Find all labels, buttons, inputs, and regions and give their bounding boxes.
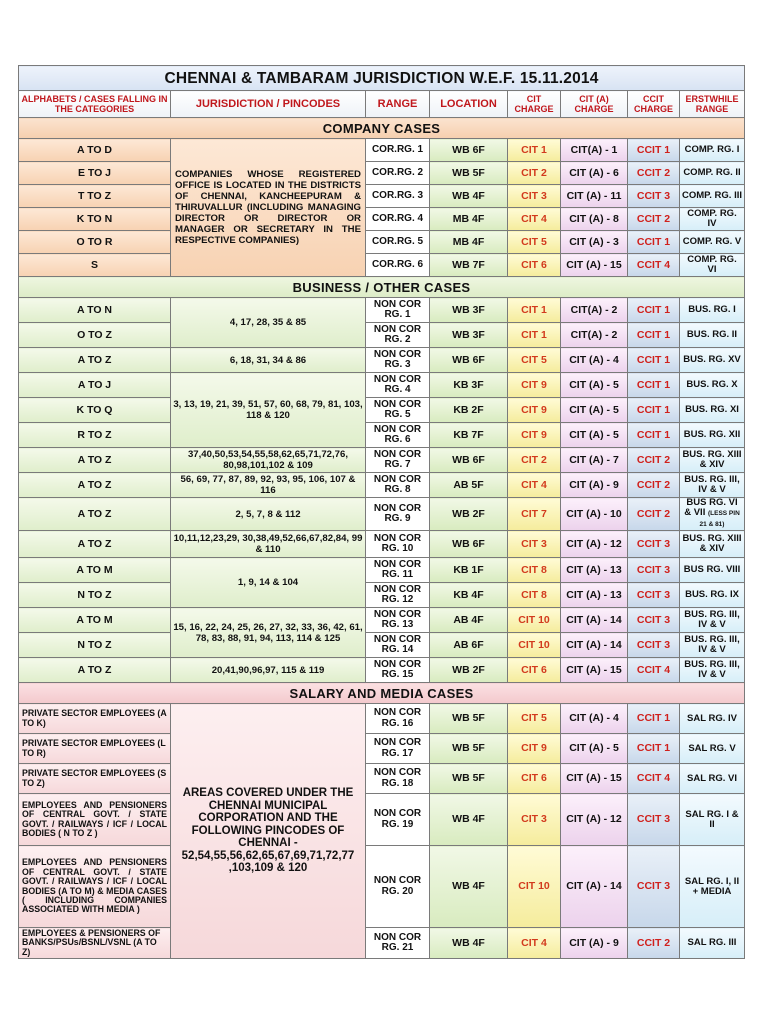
range-cell: NON COR RG. 12 (366, 583, 430, 608)
range-cell: COR.RG. 6 (366, 254, 430, 277)
cit-appeal-charge-cell: CIT (A) - 8 (561, 208, 628, 231)
table-row (19, 583, 745, 608)
location-cell: WB 5F (430, 162, 508, 185)
cit-charge-cell: CIT 6 (508, 658, 561, 683)
erstwhile-range-cell: COMP. RG. III (680, 185, 745, 208)
table-row (19, 473, 745, 498)
table-row (19, 139, 745, 162)
erstwhile-range-cell: BUS. RG. XV (680, 348, 745, 373)
cit-appeal-charge-cell: CIT (A) - 13 (561, 583, 628, 608)
erstwhile-range-cell: COMP. RG. I (680, 139, 745, 162)
alphabet-range-cell: K TO N (19, 208, 171, 231)
cit-appeal-charge-cell: CIT (A) - 4 (561, 704, 628, 734)
alphabet-range-cell: A TO N (19, 298, 171, 323)
category-cell: EMPLOYEES AND PENSIONERS OF CENTRAL GOVT. / STATE GOVT. / RAILWAYS / ICF / LOCAL BODIES ( N TO Z ) (19, 794, 171, 846)
ccit-charge-cell: CCIT 4 (628, 254, 680, 277)
location-cell: KB 7F (430, 423, 508, 448)
ccit-charge-cell: CCIT 2 (628, 928, 680, 959)
table-row (19, 208, 745, 231)
cit-charge-cell: CIT 4 (508, 208, 561, 231)
cit-charge-cell: CIT 9 (508, 398, 561, 423)
ccit-charge-cell: CCIT 1 (628, 231, 680, 254)
cit-appeal-charge-cell: CIT (A) - 15 (561, 658, 628, 683)
cit-appeal-charge-cell: CIT(A) - 1 (561, 139, 628, 162)
alphabet-range-cell: O TO R (19, 231, 171, 254)
cit-charge-cell: CIT 3 (508, 531, 561, 558)
ccit-charge-cell: CCIT 2 (628, 448, 680, 473)
cit-appeal-charge-cell: CIT (A) - 5 (561, 398, 628, 423)
pincodes-cell: 4, 17, 28, 35 & 85 (171, 298, 366, 348)
table-row (19, 704, 745, 734)
header-erstwhile: ERSTWHILE RANGE (680, 91, 745, 118)
ccit-charge-cell: CCIT 1 (628, 398, 680, 423)
alphabet-range-cell: A TO Z (19, 498, 171, 531)
range-cell: NON COR RG. 18 (366, 764, 430, 794)
range-cell: NON COR RG. 4 (366, 373, 430, 398)
alphabet-range-cell: S (19, 254, 171, 277)
table-row (19, 846, 745, 928)
ccit-charge-cell: CCIT 1 (628, 704, 680, 734)
erstwhile-range-cell: BUS. RG. III, IV & V (680, 608, 745, 633)
location-cell: KB 2F (430, 398, 508, 423)
ccit-charge-cell: CCIT 3 (628, 794, 680, 846)
alphabet-range-cell: A TO Z (19, 448, 171, 473)
ccit-charge-cell: CCIT 2 (628, 498, 680, 531)
cit-appeal-charge-cell: CIT (A) - 12 (561, 531, 628, 558)
ccit-charge-cell: CCIT 3 (628, 608, 680, 633)
erstwhile-range-cell: BUS. RG. I (680, 298, 745, 323)
erstwhile-range-cell: BUS. RG. III, IV & V (680, 658, 745, 683)
category-cell: PRIVATE SECTOR EMPLOYEES (L TO R) (19, 734, 171, 764)
location-cell: WB 2F (430, 658, 508, 683)
ccit-charge-cell: CCIT 1 (628, 373, 680, 398)
pincodes-cell: 15, 16, 22, 24, 25, 26, 27, 32, 33, 36, 42, 61, 78, 83, 88, 91, 94, 113, 114 & 125 (171, 608, 366, 658)
table-row (19, 373, 745, 398)
table-row (19, 323, 745, 348)
erstwhile-range-cell: SAL RG. I & II (680, 794, 745, 846)
header-range: RANGE (366, 91, 430, 118)
salary-jurisdiction-description: AREAS COVERED UNDER THE CHENNAI MUNICIPAL CORPORATION AND THE FOLLOWING PINCODES OF CHENNAI - 52,54,55,56,62,65,67,69,71,72,77 ,103,109 & 120 (171, 704, 366, 959)
cit-charge-cell: CIT 3 (508, 185, 561, 208)
category-cell: EMPLOYEES & PENSIONERS OF BANKS/PSUs/BSNL/VSNL (A TO Z) (19, 928, 171, 959)
location-cell: AB 5F (430, 473, 508, 498)
ccit-charge-cell: CCIT 4 (628, 658, 680, 683)
alphabet-range-cell: R TO Z (19, 423, 171, 448)
range-cell: NON COR RG. 9 (366, 498, 430, 531)
location-cell: AB 4F (430, 608, 508, 633)
cit-appeal-charge-cell: CIT(A) - 2 (561, 323, 628, 348)
ccit-charge-cell: CCIT 1 (628, 348, 680, 373)
location-cell: KB 4F (430, 583, 508, 608)
location-cell: MB 4F (430, 231, 508, 254)
alphabet-range-cell: A TO Z (19, 473, 171, 498)
location-cell: WB 6F (430, 139, 508, 162)
erstwhile-range-text: BUS RG. VI & VII (684, 497, 738, 518)
erstwhile-range-cell: SAL RG. VI (680, 764, 745, 794)
range-cell: NON COR RG. 16 (366, 704, 430, 734)
ccit-charge-cell: CCIT 2 (628, 473, 680, 498)
table-row (19, 298, 745, 323)
cit-appeal-charge-cell: CIT (A) - 13 (561, 558, 628, 583)
location-cell: KB 1F (430, 558, 508, 583)
range-cell: COR.RG. 2 (366, 162, 430, 185)
cit-appeal-charge-cell: CIT (A) - 10 (561, 498, 628, 531)
range-cell: NON COR RG. 6 (366, 423, 430, 448)
ccit-charge-cell: CCIT 2 (628, 208, 680, 231)
erstwhile-range-cell: BUS. RG. X (680, 373, 745, 398)
table-row (19, 608, 745, 633)
cit-charge-cell: CIT 5 (508, 348, 561, 373)
ccit-charge-cell: CCIT 1 (628, 734, 680, 764)
category-cell: PRIVATE SECTOR EMPLOYEES (S TO Z) (19, 764, 171, 794)
ccit-charge-cell: CCIT 2 (628, 162, 680, 185)
alphabet-range-cell: T TO Z (19, 185, 171, 208)
erstwhile-range-cell: COMP. RG. VI (680, 254, 745, 277)
cit-charge-cell: CIT 2 (508, 162, 561, 185)
category-cell: EMPLOYEES AND PENSIONERS OF CENTRAL GOVT. / STATE GOVT. / RAILWAYS / ICF / LOCAL BODIES (A TO M) & MEDIA CASES ( INCLUDING COMPANIES ASSOCIATED WITH MEDIA ) (19, 846, 171, 928)
alphabet-range-cell: N TO Z (19, 633, 171, 658)
erstwhile-range-cell: BUS. RG. IX (680, 583, 745, 608)
cit-appeal-charge-cell: CIT (A) - 3 (561, 231, 628, 254)
erstwhile-range-cell: SAL RG. V (680, 734, 745, 764)
section-salary-heading: SALARY AND MEDIA CASES (19, 683, 745, 704)
cit-charge-cell: CIT 1 (508, 323, 561, 348)
header-ccit: CCIT CHARGE (628, 91, 680, 118)
header-jurisdiction: JURISDICTION / PINCODES (171, 91, 366, 118)
erstwhile-range-cell: BUS. RG. II (680, 323, 745, 348)
location-cell: MB 4F (430, 208, 508, 231)
pincodes-cell: 1, 9, 14 & 104 (171, 558, 366, 608)
ccit-charge-cell: CCIT 1 (628, 423, 680, 448)
cit-charge-cell: CIT 4 (508, 473, 561, 498)
cit-charge-cell: CIT 6 (508, 764, 561, 794)
range-cell: COR.RG. 5 (366, 231, 430, 254)
table-row (19, 794, 745, 846)
table-row (19, 348, 745, 373)
cit-charge-cell: CIT 1 (508, 139, 561, 162)
location-cell: WB 5F (430, 764, 508, 794)
range-cell: NON COR RG. 15 (366, 658, 430, 683)
range-cell: NON COR RG. 3 (366, 348, 430, 373)
cit-charge-cell: CIT 9 (508, 373, 561, 398)
alphabet-range-cell: A TO Z (19, 348, 171, 373)
location-cell: AB 6F (430, 633, 508, 658)
ccit-charge-cell: CCIT 3 (628, 633, 680, 658)
cit-appeal-charge-cell: CIT (A) - 5 (561, 423, 628, 448)
table-row (19, 558, 745, 583)
section-business-heading: BUSINESS / OTHER CASES (19, 277, 745, 298)
alphabet-range-cell: K TO Q (19, 398, 171, 423)
alphabet-range-cell: A TO M (19, 558, 171, 583)
table-row (19, 633, 745, 658)
pincodes-cell: 6, 18, 31, 34 & 86 (171, 348, 366, 373)
cit-appeal-charge-cell: CIT(A) - 2 (561, 298, 628, 323)
location-cell: WB 4F (430, 185, 508, 208)
erstwhile-range-cell: BUS. RG. XII (680, 423, 745, 448)
alphabet-range-cell: E TO J (19, 162, 171, 185)
table-row (19, 254, 745, 277)
table-row (19, 531, 745, 558)
erstwhile-range-cell: BUS RG. VIII (680, 558, 745, 583)
erstwhile-range-cell: SAL RG. I, II + MEDIA (680, 846, 745, 928)
range-cell: NON COR RG. 11 (366, 558, 430, 583)
header-location: LOCATION (430, 91, 508, 118)
location-cell: WB 5F (430, 734, 508, 764)
cit-appeal-charge-cell: CIT (A) - 9 (561, 473, 628, 498)
location-cell: WB 3F (430, 323, 508, 348)
location-cell: WB 5F (430, 704, 508, 734)
table-row (19, 658, 745, 683)
range-cell: NON COR RG. 10 (366, 531, 430, 558)
table-row (19, 398, 745, 423)
ccit-charge-cell: CCIT 3 (628, 531, 680, 558)
cit-appeal-charge-cell: CIT (A) - 15 (561, 764, 628, 794)
category-cell: PRIVATE SECTOR EMPLOYEES (A TO K) (19, 704, 171, 734)
cit-appeal-charge-cell: CIT (A) - 7 (561, 448, 628, 473)
cit-appeal-charge-cell: CIT (A) - 14 (561, 633, 628, 658)
alphabet-range-cell: A TO Z (19, 531, 171, 558)
cit-charge-cell: CIT 3 (508, 794, 561, 846)
location-cell: WB 4F (430, 846, 508, 928)
cit-charge-cell: CIT 8 (508, 558, 561, 583)
cit-charge-cell: CIT 9 (508, 423, 561, 448)
erstwhile-range-cell: SAL RG. IV (680, 704, 745, 734)
cit-charge-cell: CIT 10 (508, 633, 561, 658)
location-cell: WB 2F (430, 498, 508, 531)
cit-charge-cell: CIT 10 (508, 608, 561, 633)
range-cell: NON COR RG. 1 (366, 298, 430, 323)
pincodes-cell: 10,11,12,23,29, 30,38,49,52,66,67,82,84, 99 & 110 (171, 531, 366, 558)
cit-appeal-charge-cell: CIT (A) - 11 (561, 185, 628, 208)
location-cell: WB 6F (430, 348, 508, 373)
cit-appeal-charge-cell: CIT (A) - 14 (561, 846, 628, 928)
range-cell: NON COR RG. 8 (366, 473, 430, 498)
pincodes-cell: 37,40,50,53,54,55,58,62,65,71,72,76, 80,98,101,102 & 109 (171, 448, 366, 473)
range-cell: NON COR RG. 20 (366, 846, 430, 928)
alphabet-range-cell: A TO Z (19, 658, 171, 683)
ccit-charge-cell: CCIT 1 (628, 323, 680, 348)
pincodes-cell: 2, 5, 7, 8 & 112 (171, 498, 366, 531)
cit-charge-cell: CIT 1 (508, 298, 561, 323)
cit-appeal-charge-cell: CIT (A) - 5 (561, 734, 628, 764)
ccit-charge-cell: CCIT 3 (628, 846, 680, 928)
alphabet-range-cell: N TO Z (19, 583, 171, 608)
erstwhile-range-cell: BUS. RG. XIII & XIV (680, 448, 745, 473)
cit-appeal-charge-cell: CIT (A) - 12 (561, 794, 628, 846)
table-row (19, 185, 745, 208)
range-cell: NON COR RG. 5 (366, 398, 430, 423)
table-row (19, 448, 745, 473)
location-cell: WB 4F (430, 794, 508, 846)
erstwhile-range-cell: BUS. RG. XI (680, 398, 745, 423)
range-cell: NON COR RG. 13 (366, 608, 430, 633)
range-cell: COR.RG. 1 (366, 139, 430, 162)
header-cita: CIT (A) CHARGE (561, 91, 628, 118)
cit-charge-cell: CIT 8 (508, 583, 561, 608)
range-cell: NON COR RG. 19 (366, 794, 430, 846)
section-company-heading: COMPANY CASES (19, 118, 745, 139)
erstwhile-range-cell: COMP. RG. V (680, 231, 745, 254)
range-cell: NON COR RG. 21 (366, 928, 430, 959)
table-row (19, 498, 745, 531)
alphabet-range-cell: A TO J (19, 373, 171, 398)
header-cit: CIT CHARGE (508, 91, 561, 118)
pincodes-cell: 56, 69, 77, 87, 89, 92, 93, 95, 106, 107 & 116 (171, 473, 366, 498)
page-title: CHENNAI & TAMBARAM JURISDICTION W.E.F. 15.11.2014 (19, 66, 745, 91)
cit-charge-cell: CIT 9 (508, 734, 561, 764)
cit-appeal-charge-cell: CIT (A) - 15 (561, 254, 628, 277)
alphabet-range-cell: O TO Z (19, 323, 171, 348)
cit-appeal-charge-cell: CIT (A) - 6 (561, 162, 628, 185)
ccit-charge-cell: CCIT 3 (628, 583, 680, 608)
erstwhile-range-cell: BUS. RG. III, IV & V (680, 473, 745, 498)
erstwhile-range-cell: COMP. RG. IV (680, 208, 745, 231)
alphabet-range-cell: A TO M (19, 608, 171, 633)
ccit-charge-cell: CCIT 1 (628, 298, 680, 323)
table-row (19, 734, 745, 764)
erstwhile-range-note: (LESS PIN 21 & 81) (699, 510, 740, 528)
erstwhile-range-cell: BUS. RG. III, IV & V (680, 633, 745, 658)
table-row (19, 764, 745, 794)
cit-appeal-charge-cell: CIT (A) - 14 (561, 608, 628, 633)
cit-appeal-charge-cell: CIT (A) - 4 (561, 348, 628, 373)
pincodes-cell: 3, 13, 19, 21, 39, 51, 57, 60, 68, 79, 81, 103, 118 & 120 (171, 373, 366, 448)
table-row (19, 162, 745, 185)
cit-charge-cell: CIT 5 (508, 231, 561, 254)
pincodes-cell: 20,41,90,96,97, 115 & 119 (171, 658, 366, 683)
cit-appeal-charge-cell: CIT (A) - 9 (561, 928, 628, 959)
erstwhile-range-cell (680, 498, 745, 531)
header-alphabets: ALPHABETS / CASES FALLING IN THE CATEGORIES (19, 91, 171, 118)
table-row (19, 231, 745, 254)
location-cell: WB 7F (430, 254, 508, 277)
erstwhile-range-cell: SAL RG. III (680, 928, 745, 959)
range-cell: COR.RG. 4 (366, 208, 430, 231)
cit-charge-cell: CIT 7 (508, 498, 561, 531)
range-cell: NON COR RG. 14 (366, 633, 430, 658)
erstwhile-range-cell: BUS. RG. XIII & XIV (680, 531, 745, 558)
cit-charge-cell: CIT 10 (508, 846, 561, 928)
ccit-charge-cell: CCIT 3 (628, 185, 680, 208)
range-cell: NON COR RG. 2 (366, 323, 430, 348)
ccit-charge-cell: CCIT 3 (628, 558, 680, 583)
ccit-charge-cell: CCIT 1 (628, 139, 680, 162)
range-cell: NON COR RG. 7 (366, 448, 430, 473)
ccit-charge-cell: CCIT 4 (628, 764, 680, 794)
cit-charge-cell: CIT 4 (508, 928, 561, 959)
table-row (19, 928, 745, 959)
alphabet-range-cell: A TO D (19, 139, 171, 162)
cit-charge-cell: CIT 5 (508, 704, 561, 734)
range-cell: COR.RG. 3 (366, 185, 430, 208)
location-cell: WB 3F (430, 298, 508, 323)
company-jurisdiction-description: COMPANIES WHOSE REGISTERED OFFICE IS LOCATED IN THE DISTRICTS OF CHENNAI, KANCHEEPURAM & THIRUVALLUR (INCLUDING MANAGING DIRECTOR OR DIRECTOR OR MANAGER OR SECRETARY IN THE RESPECTIVE COMPANIES) (171, 139, 366, 277)
table-row (19, 423, 745, 448)
cit-charge-cell: CIT 2 (508, 448, 561, 473)
location-cell: WB 6F (430, 531, 508, 558)
cit-appeal-charge-cell: CIT (A) - 5 (561, 373, 628, 398)
range-cell: NON COR RG. 17 (366, 734, 430, 764)
jurisdiction-sheet (18, 65, 745, 959)
location-cell: KB 3F (430, 373, 508, 398)
jurisdiction-table (18, 65, 745, 959)
location-cell: WB 4F (430, 928, 508, 959)
erstwhile-range-cell: COMP. RG. II (680, 162, 745, 185)
location-cell: WB 6F (430, 448, 508, 473)
cit-charge-cell: CIT 6 (508, 254, 561, 277)
